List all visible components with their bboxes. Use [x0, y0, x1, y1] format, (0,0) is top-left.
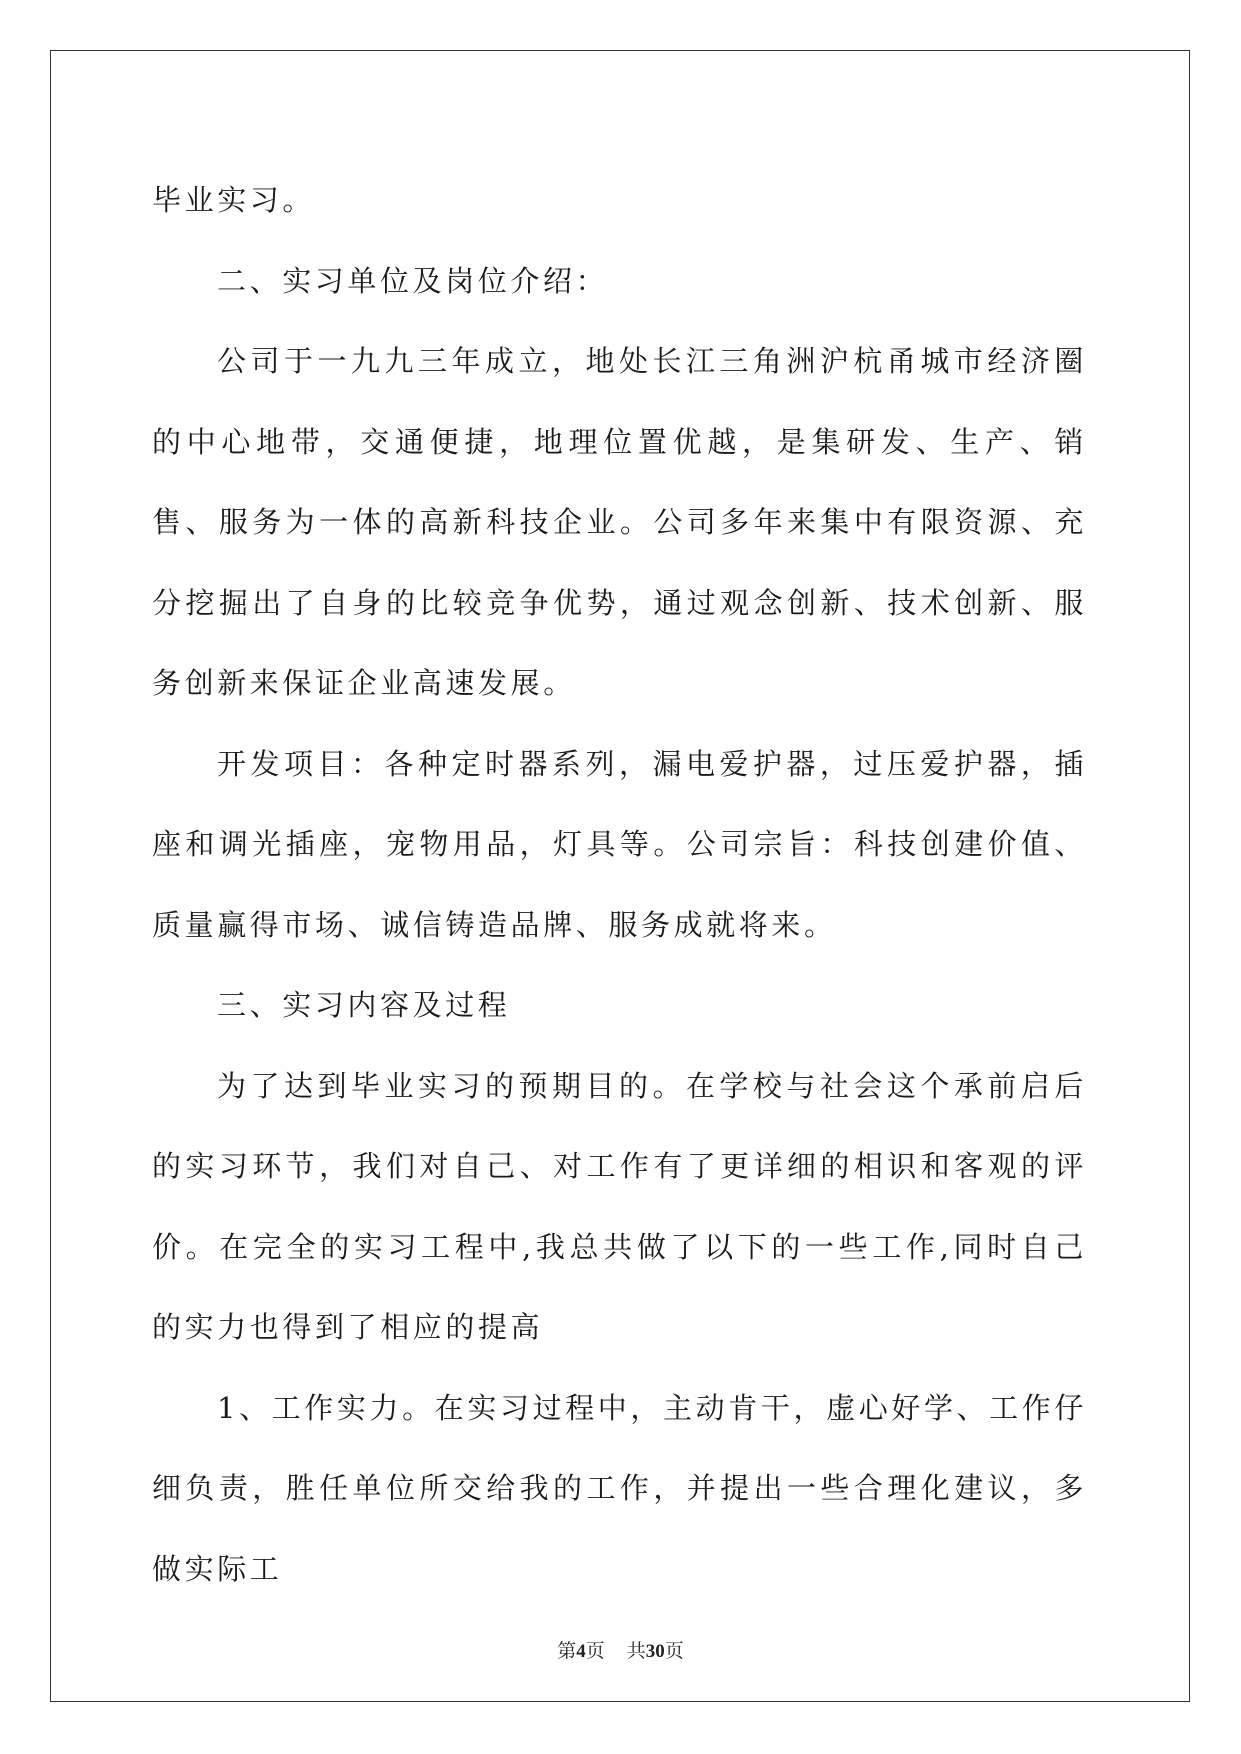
page-number: 4: [576, 1641, 586, 1662]
total-pages: 30: [645, 1641, 665, 1662]
section-heading-2: 二、实习单位及岗位介绍：: [217, 263, 609, 298]
paragraph-1: 毕业实习。: [152, 183, 316, 217]
paragraph-company-intro: 公司于一九九三年成立，地处长江三角洲沪杭甬城市经济圈的中心地带，交通便捷，地理位置优越，是集研发、生产、销售、服务为一体的高新科技企业。公司多年来集中有限资源、充分挖掘出了自身的比较竞争优势，通过观念创新、技术创新、服务创新来保证企业高速发展。: [152, 344, 1087, 700]
paragraph-work-ability: 1、工作实力。在实习过程中，主动肯干，虚心好学、工作仔细负责，胜任单位所交给我的工作，并提出一些合理化建议，多做实际工: [152, 1390, 1087, 1586]
page-footer: [0, 1636, 1241, 1663]
paragraph-purpose: 为了达到毕业实习的预期目的。在学校与社会这个承前启后的实习环节，我们对自己、对工作有了更详细的相识和客观的评价。在完全的实习工程中,我总共做了以下的一些工作,同时自己的实力也得到了相应的提高: [152, 1068, 1087, 1344]
page-suffix: 页: [585, 1641, 605, 1662]
section-heading-3: 三、实习内容及过程: [217, 988, 511, 1022]
document-body: [152, 160, 1087, 1609]
total-prefix: 共: [626, 1641, 646, 1662]
page-prefix: 第: [557, 1641, 577, 1662]
paragraph-projects: 开发项目：各种定时器系列，漏电爱护器，过压爱护器，插座和调光插座，宠物用品，灯具等。公司宗旨：科技创建价值、质量赢得市场、诚信铸造品牌、服务成就将来。: [152, 746, 1087, 942]
total-suffix: 页: [664, 1641, 684, 1662]
